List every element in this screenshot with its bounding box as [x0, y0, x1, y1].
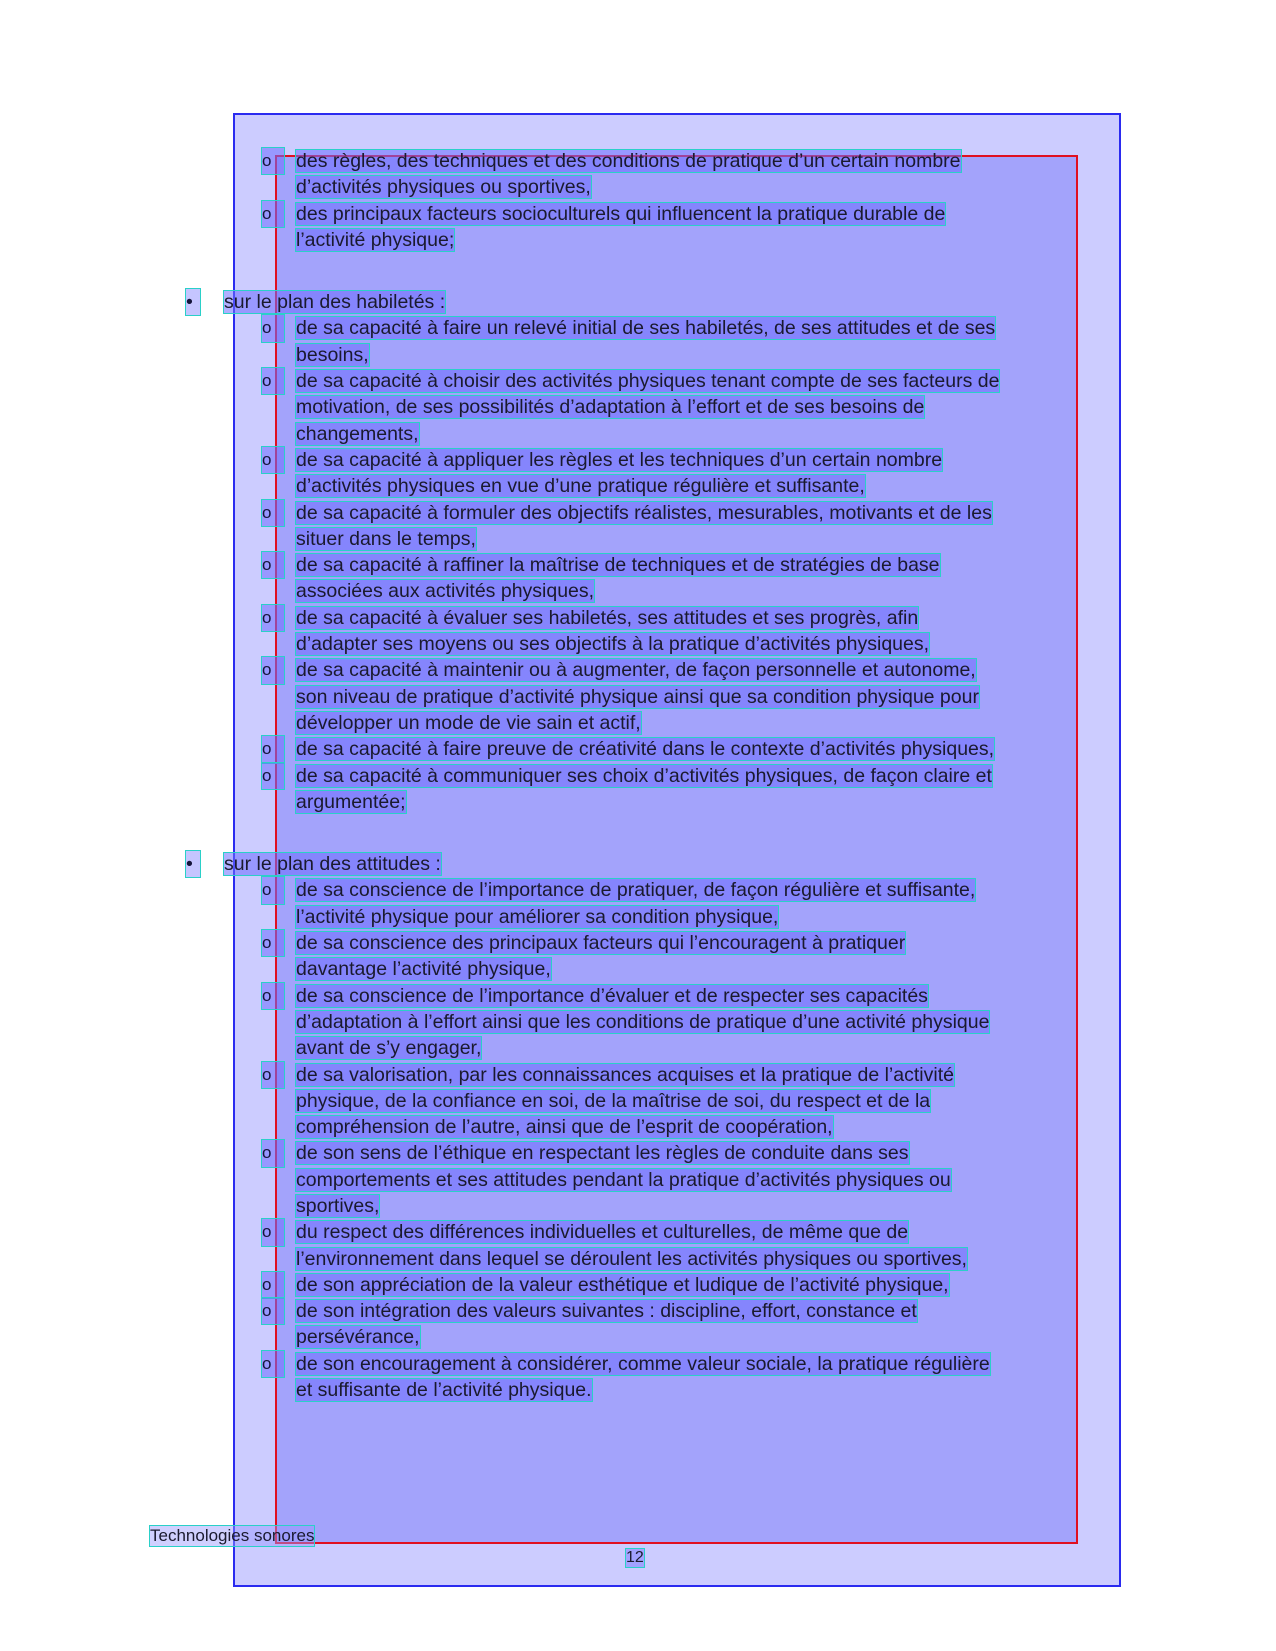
bullet-circle-icon: o [262, 983, 284, 1009]
list-item [186, 657, 1126, 736]
list-item [186, 1272, 1126, 1298]
list-item-line: besoins, [296, 343, 369, 366]
list-item-line: d’adaptation à l’effort ainsi que les conditions de pratique d’une activité physique [296, 1010, 990, 1033]
bullet-circle-icon: o [262, 736, 284, 762]
list-item-line: de son encouragement à considérer, comme valeur sociale, la pratique régulière [296, 1352, 990, 1375]
list-item-line: situer dans le temps, [296, 527, 476, 550]
bullet-circle-icon: o [262, 1140, 284, 1166]
bullet-dot-icon: • [186, 289, 200, 315]
list-item-line: de sa capacité à évaluer ses habiletés, ses attitudes et ses progrès, afin [296, 606, 919, 629]
bullet-circle-icon: o [262, 1351, 284, 1377]
bullet-circle-icon: o [262, 1219, 284, 1245]
bullet-circle-icon: o [262, 763, 284, 789]
bullet-circle-icon: o [262, 1062, 284, 1088]
list-item-line: de sa conscience de l’importance de pratiquer, de façon régulière et suffisante, [296, 879, 976, 902]
list-item-line: de sa capacité à faire preuve de créativité dans le contexte d’activités physiques, [296, 738, 995, 761]
bullet-circle-icon: o [262, 500, 284, 526]
section-heading-text: sur le plan des habiletés : [224, 291, 446, 314]
bullet-circle-icon: o [262, 930, 284, 956]
bullet-circle-icon: o [262, 368, 284, 394]
bullet-dot-icon: • [186, 851, 200, 877]
section-heading [186, 851, 1126, 877]
list-item [186, 1062, 1126, 1141]
list-item [186, 736, 1126, 762]
list-item [186, 368, 1126, 447]
list-item-line: motivation, de ses possibilités d’adaptation à l’effort et de ses besoins de [296, 396, 925, 419]
bullet-circle-icon: o [262, 447, 284, 473]
list-item [186, 201, 1126, 254]
list-item [186, 605, 1126, 658]
list-item-line: avant de s’y engager, [296, 1037, 482, 1060]
bullet-circle-icon: o [262, 1272, 284, 1298]
bullet-circle-icon: o [262, 552, 284, 578]
list-item-line: et suffisante de l’activité physique. [296, 1379, 592, 1402]
list-item-line: de sa capacité à choisir des activités physiques tenant compte de ses facteurs de [296, 370, 1000, 393]
list-item-line: l’activité physique; [296, 228, 455, 251]
bullet-circle-icon: o [262, 1298, 284, 1324]
list-item-line: de son sens de l’éthique en respectant les règles de conduite dans ses [296, 1142, 909, 1165]
list-item-line: de sa capacité à communiquer ses choix d’activités physiques, de façon claire et [296, 764, 992, 787]
list-item-line: de sa conscience des principaux facteurs qui l’encouragent à pratiquer [296, 932, 906, 955]
list-item-line: compréhension de l’autre, ainsi que de l’esprit de coopération, [296, 1116, 833, 1139]
list-item-line: d’adapter ses moyens ou ses objectifs à la pratique d’activités physiques, [296, 633, 930, 656]
section-heading-text: sur le plan des attitudes : [224, 853, 441, 876]
list-item-line: physique, de la confiance en soi, de la maîtrise de soi, du respect et de la [296, 1089, 931, 1112]
list-item [186, 447, 1126, 500]
list-item-line: l’environnement dans lequel se déroulent les activités physiques ou sportives, [296, 1247, 967, 1270]
list-item [186, 877, 1126, 930]
list-item [186, 763, 1126, 816]
list-item-line: de sa capacité à appliquer les règles et les techniques d’un certain nombre [296, 448, 943, 471]
bullet-circle-icon: o [262, 148, 284, 174]
section-gap [186, 815, 1126, 851]
list-item-line: d’activités physiques en vue d’une pratique régulière et suffisante, [296, 475, 865, 498]
list-item [186, 1219, 1126, 1272]
list-item [186, 552, 1126, 605]
list-item [186, 315, 1126, 368]
list-item-line: de sa capacité à faire un relevé initial de ses habiletés, de ses attitudes et de ses [296, 317, 996, 340]
list-item-line: des principaux facteurs socioculturels qui influencent la pratique durable de [296, 202, 946, 225]
list-item-line: changements, [296, 422, 419, 445]
section-gap [186, 253, 1126, 289]
list-item-line: des règles, des techniques et des conditions de pratique d’un certain nombre [296, 150, 961, 172]
list-item-line: de sa capacité à formuler des objectifs réalistes, mesurables, motivants et de les [296, 501, 992, 524]
footer-title: Technologies sonores [150, 1526, 315, 1545]
list-item-line: davantage l’activité physique, [296, 958, 551, 981]
list-item-line: de sa capacité à raffiner la maîtrise de techniques et de stratégies de base [296, 554, 940, 577]
list-item-line: son niveau de pratique d’activité physique ainsi que sa condition physique pour [296, 685, 979, 708]
section-heading [186, 289, 1126, 315]
list-item [186, 1298, 1126, 1351]
list-item-line: développer un mode de vie sain et actif, [296, 711, 641, 734]
document-body [186, 148, 1126, 1403]
page-number: 12 [626, 1549, 644, 1566]
list-item-line: de sa valorisation, par les connaissances acquises et la pratique de l’activité [296, 1063, 954, 1086]
list-item-line: du respect des différences individuelles et culturelles, de même que de [296, 1221, 909, 1244]
list-item [186, 500, 1126, 553]
list-item-line: d’activités physiques ou sportives, [296, 176, 591, 199]
list-item [186, 1140, 1126, 1219]
list-item-line: sportives, [296, 1194, 380, 1217]
list-item-line: associées aux activités physiques, [296, 580, 595, 603]
list-item [186, 983, 1126, 1062]
bullet-circle-icon: o [262, 657, 284, 683]
list-item [186, 1351, 1126, 1404]
bullet-circle-icon: o [262, 201, 284, 227]
list-item [186, 148, 1126, 201]
bullet-circle-icon: o [262, 605, 284, 631]
list-item [186, 930, 1126, 983]
list-item-line: l’activité physique pour améliorer sa condition physique, [296, 905, 779, 928]
bullet-circle-icon: o [262, 877, 284, 903]
list-item-line: persévérance, [296, 1326, 420, 1349]
list-item-line: de sa capacité à maintenir ou à augmenter, de façon personnelle et autonome, [296, 659, 976, 682]
list-item-line: comportements et ses attitudes pendant la pratique d’activités physiques ou [296, 1168, 951, 1191]
bullet-circle-icon: o [262, 315, 284, 341]
list-item-line: argumentée; [296, 790, 406, 813]
list-item-line: de son intégration des valeurs suivantes : discipline, effort, constance et [296, 1300, 917, 1323]
list-item-line: de son appréciation de la valeur esthétique et ludique de l’activité physique, [296, 1273, 949, 1296]
list-item-line: de sa conscience de l’importance d’évaluer et de respecter ses capacités [296, 984, 928, 1007]
